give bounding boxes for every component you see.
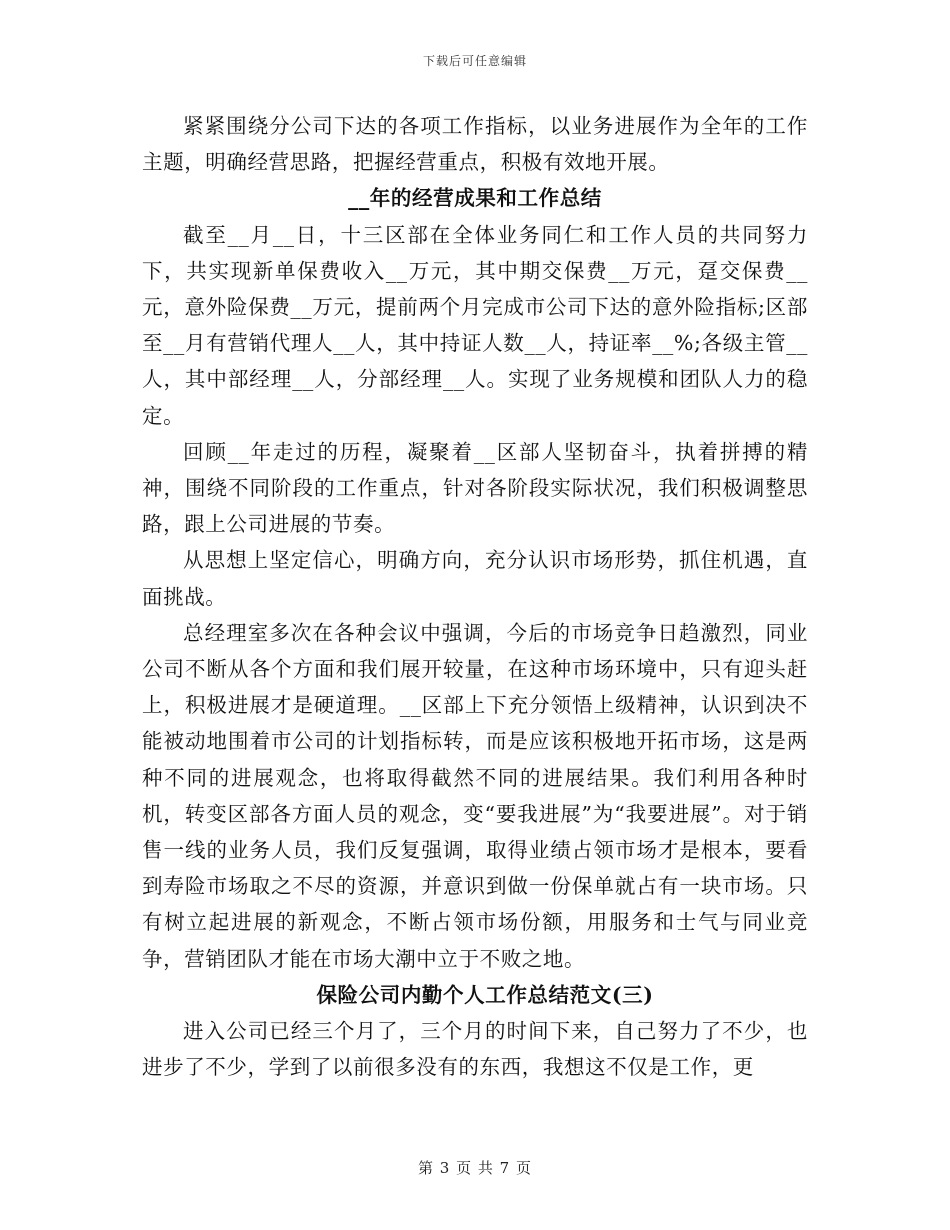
section-heading-summary: 保险公司内勤个人工作总结范文(三) [316, 982, 654, 1007]
document-body [142, 108, 808, 1085]
paragraph-confidence: 从思想上坚定信心，明确方向，充分认识市场形势，抓住机遇，直面挑战。 [142, 548, 808, 609]
paragraph-results: 截至__月__日，十三区部在全体业务同仁和工作人员的共同努力下，共实现新单保费收入__万元，其中期交保费__万元，趸交保费__元，意外险保费__万元，提前两个月完成市公司下达的意外险指标;区部至__月有营销代理人__人，其中持证人数__人，持证率__%;各级主管__人，其中部经理__人，分部经理__人。实现了业务规模和团队人力的稳定。 [142, 222, 808, 428]
paragraph-review: 回顾__年走过的历程，凝聚着__区部人坚韧奋斗，执着拼搏的精神，围绕不同阶段的工作重点，针对各阶段实际状况，我们积极调整思路，跟上公司进展的节奏。 [142, 439, 808, 537]
header-note: 下载后可任意编辑 [422, 54, 527, 68]
section-heading-results: __年的经营成果和工作总结 [348, 186, 602, 211]
paragraph-intro: 紧紧围绕分公司下达的各项工作指标，以业务进展作为全年的工作主题，明确经营思路，把握经营重点，积极有效地开展。 [142, 114, 808, 175]
paragraph-summary-start: 进入公司已经三个月了，三个月的时间下来，自己努力了不少，也进步了不少，学到了以前很多没有的东西，我想这不仅是工作，更 [142, 1019, 808, 1080]
page-number: 第 3 页 共 7 页 [418, 1159, 532, 1177]
paragraph-market: 总经理室多次在各种会议中强调，今后的市场竞争日趋激烈，同业公司不断从各个方面和我们展开较量，在这种市场环境中，只有迎头赶上，积极进展才是硬道理。__区部上下充分领悟上级精神，认识到决不能被动地围着市公司的计划指标转，而是应该积极地开拓市场，这是两种不同的进展观念，也将取得截然不同的进展结果。我们利用各种时机，转变区部各方面人员的观念，变“要我进展”为“我要进展”。对于销售一线的业务人员，我们反复强调，取得业绩占领市场才是根本，要看到寿险市场取之不尽的资源，并意识到做一份保单就占有一块市场。只有树立起进展的新观念，不断占领市场份额，用服务和士气与同业竞争，营销团队才能在市场大潮中立于不败之地。 [142, 620, 808, 971]
